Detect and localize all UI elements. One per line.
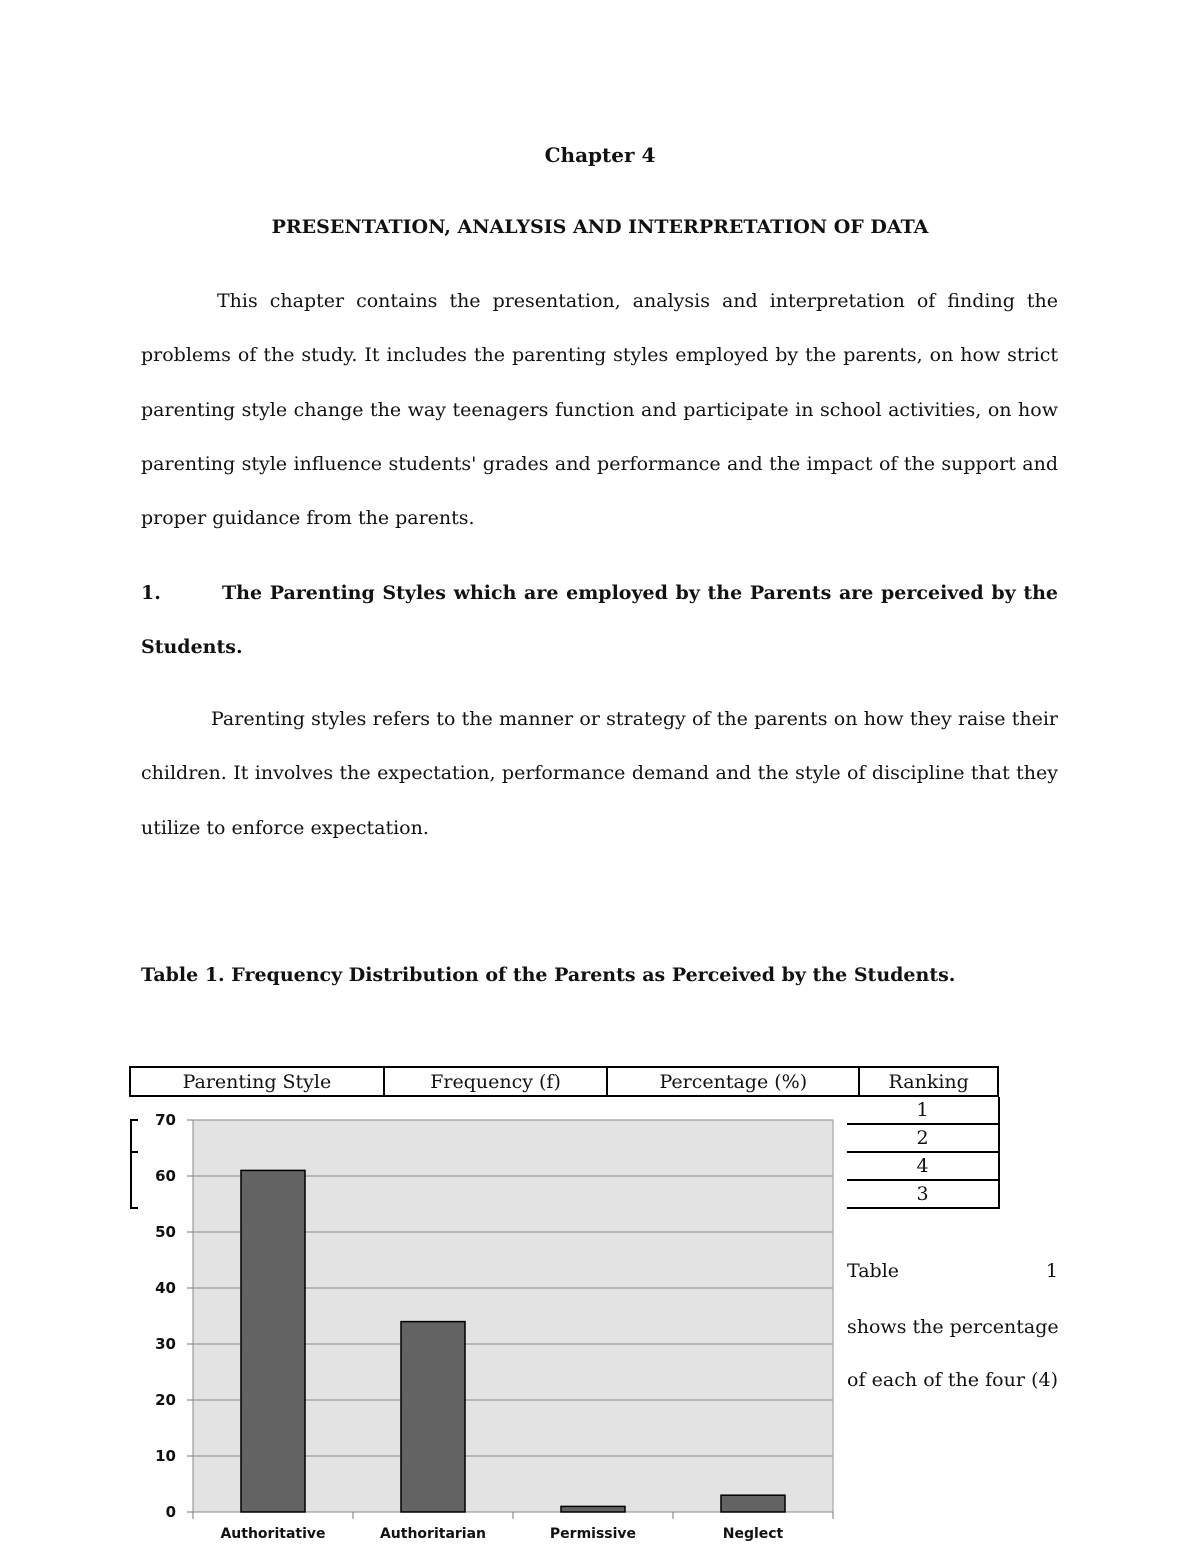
header-ranking: Ranking xyxy=(859,1067,998,1096)
ranking-cell-1: 1 xyxy=(847,1097,1000,1125)
side-text-line-1 xyxy=(847,1260,1058,1282)
section-title-line-1: The Parenting Styles which are employed by the Parents are perceived by the xyxy=(222,582,1058,604)
header-parenting-style: Parenting Style xyxy=(130,1067,384,1096)
intro-line-5: proper guidance from the parents. xyxy=(141,507,475,529)
bar-neglect xyxy=(721,1495,785,1512)
table-caption: Table 1. Frequency Distribution of the Parents as Perceived by the Students. xyxy=(141,964,956,986)
intro-line-2: problems of the study. It includes the parenting styles employed by the parents, on how strict xyxy=(141,344,1058,366)
side-text-line-3: of each of the four (4) xyxy=(847,1369,1058,1391)
chapter-title: Chapter 4 xyxy=(544,143,656,167)
intro-line-3: parenting style change the way teenagers function and participate in school activities, on how xyxy=(141,399,1058,421)
ranking-cell-3: 4 xyxy=(847,1153,1000,1181)
bar-authoritarian xyxy=(401,1322,465,1512)
header-frequency: Frequency (f) xyxy=(384,1067,607,1096)
bar-authoritative xyxy=(241,1170,305,1512)
table-border-remnant xyxy=(131,1120,138,1208)
x-category-label: Permissive xyxy=(549,1526,637,1542)
section-title-line-2: Students. xyxy=(141,636,243,658)
para2-line-3: utilize to enforce expectation. xyxy=(141,817,429,839)
bar-permissive xyxy=(561,1506,625,1512)
ranking-cell-2: 2 xyxy=(847,1125,1000,1153)
bar-chart xyxy=(128,1098,840,1550)
ranking-cell-4: 3 xyxy=(847,1181,1000,1209)
y-tick-label: 0 xyxy=(165,1503,176,1521)
chapter-heading: PRESENTATION, ANALYSIS AND INTERPRETATION OF DATA xyxy=(271,216,929,238)
y-tick-label: 10 xyxy=(155,1447,176,1465)
x-category-label: Authoritative xyxy=(220,1526,326,1542)
y-tick-label: 60 xyxy=(155,1167,176,1185)
x-category-label: Authoritarian xyxy=(379,1526,487,1542)
table-header-row xyxy=(130,1067,998,1096)
para2-line-2: children. It involves the expectation, performance demand and the style of discipline that they xyxy=(141,762,1058,784)
header-percentage: Percentage (%) xyxy=(607,1067,859,1096)
frequency-table xyxy=(129,1066,999,1097)
side-text-line-2: shows the percentage xyxy=(847,1316,1059,1338)
intro-line-4: parenting style influence students' grades and performance and the impact of the support and xyxy=(141,453,1058,475)
intro-line-1: This chapter contains the presentation, analysis and interpretation of finding the xyxy=(217,290,1058,312)
para2-line-1: Parenting styles refers to the manner or strategy of the parents on how they raise their xyxy=(211,708,1058,730)
y-tick-label: 20 xyxy=(155,1391,176,1409)
y-tick-label: 70 xyxy=(155,1111,176,1129)
section-number: 1. xyxy=(141,582,161,604)
x-category-label: Neglect xyxy=(722,1526,784,1542)
y-tick-label: 50 xyxy=(155,1223,176,1241)
side-text-word-table: Table xyxy=(847,1260,900,1282)
y-tick-label: 30 xyxy=(155,1335,176,1353)
side-text-word-1: 1 xyxy=(1045,1260,1058,1282)
y-tick-label: 40 xyxy=(155,1279,176,1297)
